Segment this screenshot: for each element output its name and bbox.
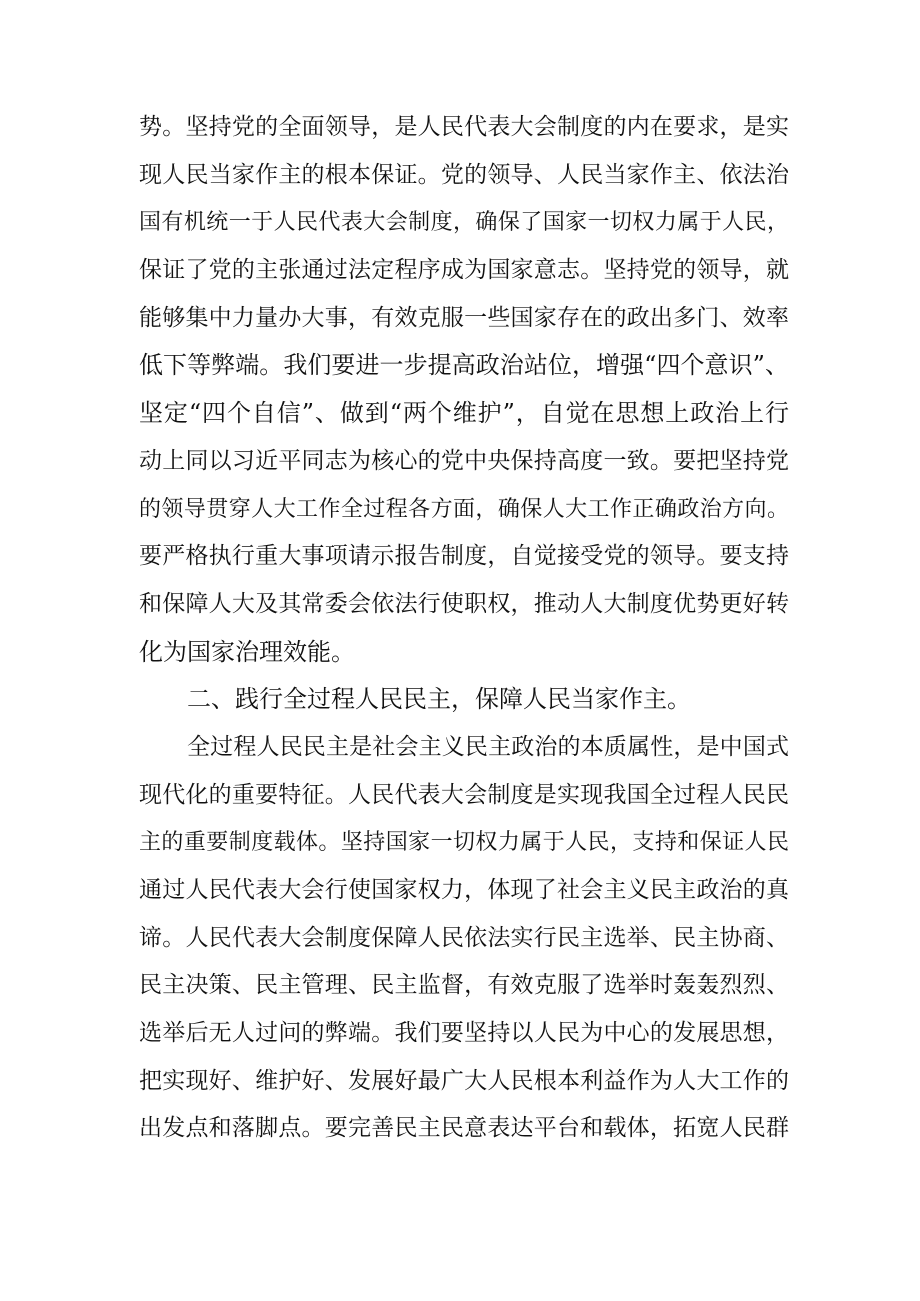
text-line: 现代化的重要特征。人民代表大会制度是实现我国全过程人民民 [139, 781, 789, 808]
text-line: 坚定“四个自信”、做到“两个维护”，自觉在思想上政治上行 [139, 399, 789, 428]
text-line: 选举后无人过问的弊端。我们要坚持以人民为中心的发展思想， [139, 1020, 789, 1047]
text-line: 动上同以习近平同志为核心的党中央保持高度一致。要把坚持党 [139, 447, 789, 474]
text-line: 全过程人民民主是社会主义民主政治的本质属性，是中国式 [187, 733, 789, 760]
text-line: 化为国家治理效能。 [139, 637, 355, 666]
text-line: 低下等弊端。我们要进一步提高政治站位，增强“四个意识”、 [139, 351, 789, 380]
text-line: 和保障人大及其常委会依法行使职权，推动人大制度优势更好转 [139, 590, 789, 617]
text-line: 国有机统一于人民代表大会制度，确保了国家一切权力属于人民， [139, 210, 789, 236]
text-line: 民主决策、民主管理、民主监督，有效克服了选举时轰轰烈烈、 [139, 972, 789, 999]
text-line: 二、践行全过程人民民主，保障人民当家作主。 [187, 685, 691, 714]
text-line: 出发点和落脚点。要完善民主民意表达平台和载体，拓宽人民群 [139, 1115, 789, 1142]
text-line: 现人民当家作主的根本保证。党的领导、人民当家作主、依法治 [139, 161, 789, 188]
text-line: 保证了党的主张通过法定程序成为国家意志。坚持党的领导，就 [139, 257, 789, 284]
text-line: 能够集中力量办大事，有效克服一些国家存在的政出多门、效率 [139, 304, 789, 331]
text-line: 把实现好、维护好、发展好最广大人民根本利益作为人大工作的 [139, 1067, 789, 1094]
text-line: 主的重要制度载体。坚持国家一切权力属于人民，支持和保证人民 [139, 830, 789, 856]
body-text [139, 104, 789, 1153]
text-line: 谛。人民代表大会制度保障人民依法实行民主选举、民主协商、 [139, 924, 789, 951]
text-line: 通过人民代表大会行使国家权力，体现了社会主义民主政治的真 [139, 877, 789, 903]
text-line: 要严格执行重大事项请示报告制度，自觉接受党的领导。要支持 [139, 543, 789, 570]
text-line: 的领导贯穿人大工作全过程各方面，确保人大工作正确政治方向。 [139, 496, 789, 522]
text-line: 势。坚持党的全面领导，是人民代表大会制度的内在要求，是实 [139, 114, 789, 140]
